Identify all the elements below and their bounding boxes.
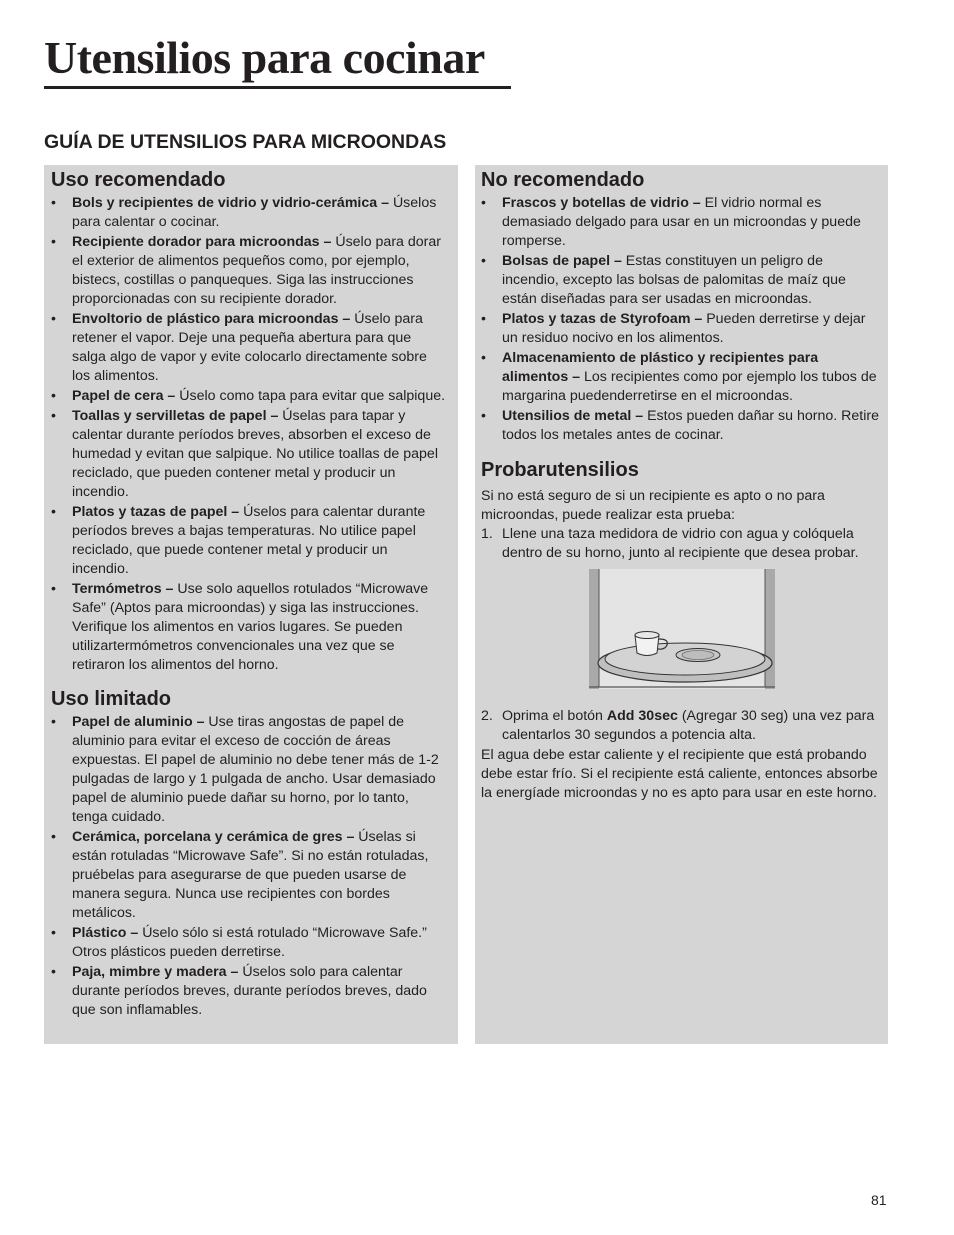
item-text: Estos pueden dañar su horno. Retire todos los metales antes de cocinar. — [502, 408, 879, 444]
test-intro: Si no está seguro de si un recipiente es apto o no para microondas, puede realizar esta prueba: — [481, 487, 825, 523]
bullet: • — [51, 714, 56, 731]
list-item — [51, 580, 446, 675]
item-text: Úselo para retener el vapor. Deje una pequeña abertura para que salga algo de vapor y evite colocarlo directamente sobre los alimentos. — [72, 311, 427, 384]
test-step-2 — [481, 707, 880, 745]
item-label: Recipiente dorador para microondas – — [72, 234, 336, 251]
item-text: Úselo sólo si está rotulado “Microwave Safe.” Otros plásticos pueden derretirse. — [72, 925, 427, 960]
oven-left-wall — [589, 569, 599, 689]
uso-limitado-list — [51, 713, 446, 1019]
item-label: Bols y recipientes de vidrio y vidrio-cerámica – — [72, 195, 393, 211]
item-label: Envoltorio de plástico para microondas – — [72, 311, 355, 328]
list-item — [51, 310, 446, 386]
step-text-post: (Agregar 30 seg) una vez para calentarlos 30 segundos a potencia alta. — [502, 707, 875, 743]
list-item — [51, 828, 446, 923]
bullet: • — [51, 580, 56, 597]
bullet: • — [51, 964, 56, 981]
list-item — [51, 194, 446, 232]
list-item — [481, 310, 880, 348]
item-label: Paja, mimbre y madera – — [72, 964, 243, 981]
list-item — [51, 963, 446, 1020]
item-text: Estas constituyen un peligro de incendio, excepto las bolsas de palomitas de maíz que están diseñadas para ser usadas en microondas. — [502, 253, 846, 307]
item-text: Úselos para calentar o cocinar. — [72, 195, 437, 230]
item-label: Termómetros – — [72, 580, 178, 597]
item-label: Platos y tazas de Styrofoam – — [502, 311, 707, 328]
bullet: • — [51, 503, 56, 520]
page-title: Utensilios para cocinar — [44, 32, 485, 83]
list-item — [51, 233, 446, 309]
item-label: Cerámica, porcelana y cerámica de gres – — [72, 829, 359, 846]
list-item — [481, 349, 880, 406]
list-item — [51, 924, 446, 962]
page-number: 81 — [871, 1192, 887, 1208]
bullet: • — [481, 408, 486, 425]
section-title: GUÍA DE UTENSILIOS PARA MICROONDAS — [44, 131, 447, 153]
item-text: Úselos solo para calentar durante períodos breves, durante períodos breves, dado que son inflamables. — [72, 964, 427, 1018]
step-text: Llene una taza medidora de vidrio con agua y colóquela dentro de su horno, junto al recipiente que desea probar. — [502, 525, 859, 561]
item-label: Bolsas de papel – — [502, 253, 626, 270]
item-text: Úselas para tapar y calentar durante períodos breves, absorben el exceso de humedad y evitan que salpique. No utilice toallas de papel reciclado, que pueden contener metal y producir un incendio. — [72, 408, 438, 500]
uso-recomendado-list — [51, 194, 446, 674]
uso-recomendado-heading: Uso recomendado — [51, 169, 226, 191]
list-item — [481, 252, 880, 309]
bullet: • — [51, 195, 56, 211]
step-number: 2. — [481, 707, 493, 724]
bullet: • — [51, 387, 56, 404]
item-label: Frascos y botellas de vidrio – — [502, 195, 705, 211]
test-outro: El agua debe estar caliente y el recipiente que está probando debe estar frío. Si el recipiente está caliente, entonces absorbe la energíade microondas y no es apto para usar en este horno. — [481, 747, 878, 802]
bullet: • — [51, 234, 56, 251]
title-underline — [44, 86, 511, 89]
bullet: • — [481, 350, 486, 367]
step-text-pre: Oprima el botón — [502, 707, 607, 724]
item-text: Use solo aquellos rotulados “Microwave Safe” (Aptos para microondas) y siga las instrucciones. Verifique los alimentos en varios lugares. Se pueden utilizartermómetros convencionales una vez que se retiraron los alimentos del horno. — [72, 580, 429, 673]
list-item — [481, 407, 880, 445]
bullet: • — [51, 311, 56, 328]
item-label: Plástico – — [72, 925, 143, 941]
list-item — [51, 503, 446, 579]
item-label: Almacenamiento de plástico y recipientes para alimentos – — [502, 350, 819, 386]
test-step-1 — [481, 525, 880, 563]
item-label: Papel de cera – — [72, 387, 180, 404]
bullet: • — [481, 311, 486, 328]
item-text: El vidrio normal es demasiado delgado para usar en un microondas y puede romperse. — [502, 195, 861, 249]
item-label: Platos y tazas de papel – — [72, 503, 244, 520]
item-label: Papel de aluminio – — [72, 714, 209, 731]
step-number: 1. — [481, 525, 493, 542]
item-text: Úselo como tapa para evitar que salpique. — [179, 387, 446, 404]
left-panel — [44, 165, 458, 1044]
item-label: Toallas y servilletas de papel – — [72, 408, 283, 425]
list-item — [51, 407, 446, 502]
item-text: Úselo para dorar el exterior de alimentos pequeños como, por ejemplo, bistecs, costillas o panqueques. Siga las instrucciones proporcionadas con su recipiente dorador. — [72, 234, 442, 307]
right-panel — [475, 165, 888, 1044]
list-item — [51, 713, 446, 826]
bullet: • — [51, 408, 56, 425]
bullet: • — [51, 829, 56, 846]
item-label: Utensilios de metal – — [502, 408, 648, 425]
probarutensilios-heading: Probarutensilios — [481, 458, 639, 481]
bullet: • — [481, 195, 486, 211]
uso-limitado-heading: Uso limitado — [51, 688, 172, 711]
item-text: Pueden derretirse y dejar un residuo nocivo en los alimentos. — [502, 311, 866, 346]
item-text: Los recipientes como por ejemplo los tubos de margarina puedenderretirse en el microondas. — [502, 369, 877, 404]
item-text: Úselos para calentar durante períodos breves a bajas temperaturas. No utilice papel reciclado, que puede contener metal y producir un incendio. — [72, 503, 426, 577]
item-text: Use tiras angostas de papel de aluminio para evitar el exceso de cocción de áreas expuestas. El papel de aluminio no debe tener más de 1-2 pulgadas de largo y 1 pulgada de ancho. Usar demasiado papel de aluminio puede dañar su horno, por lo tanto, tenga cuidado. — [72, 714, 439, 825]
oven-right-wall — [765, 569, 775, 689]
bullet: • — [481, 253, 486, 270]
microwave-cup-illustration — [589, 569, 775, 689]
no-recomendado-heading: No recomendado — [481, 169, 645, 191]
step-button-name: Add 30sec — [606, 707, 678, 724]
test-dish-inner — [682, 650, 714, 659]
item-text: Úselas si están rotuladas “Microwave Safe”. Si no están rotuladas, pruébelas para asegurarse de que pueden usarse de manera segura. Nunca use recipientes con bordes metálicos. — [72, 829, 429, 921]
list-item — [481, 194, 880, 251]
bullet: • — [51, 925, 56, 941]
no-recomendado-list — [481, 194, 880, 445]
list-item — [51, 387, 446, 406]
